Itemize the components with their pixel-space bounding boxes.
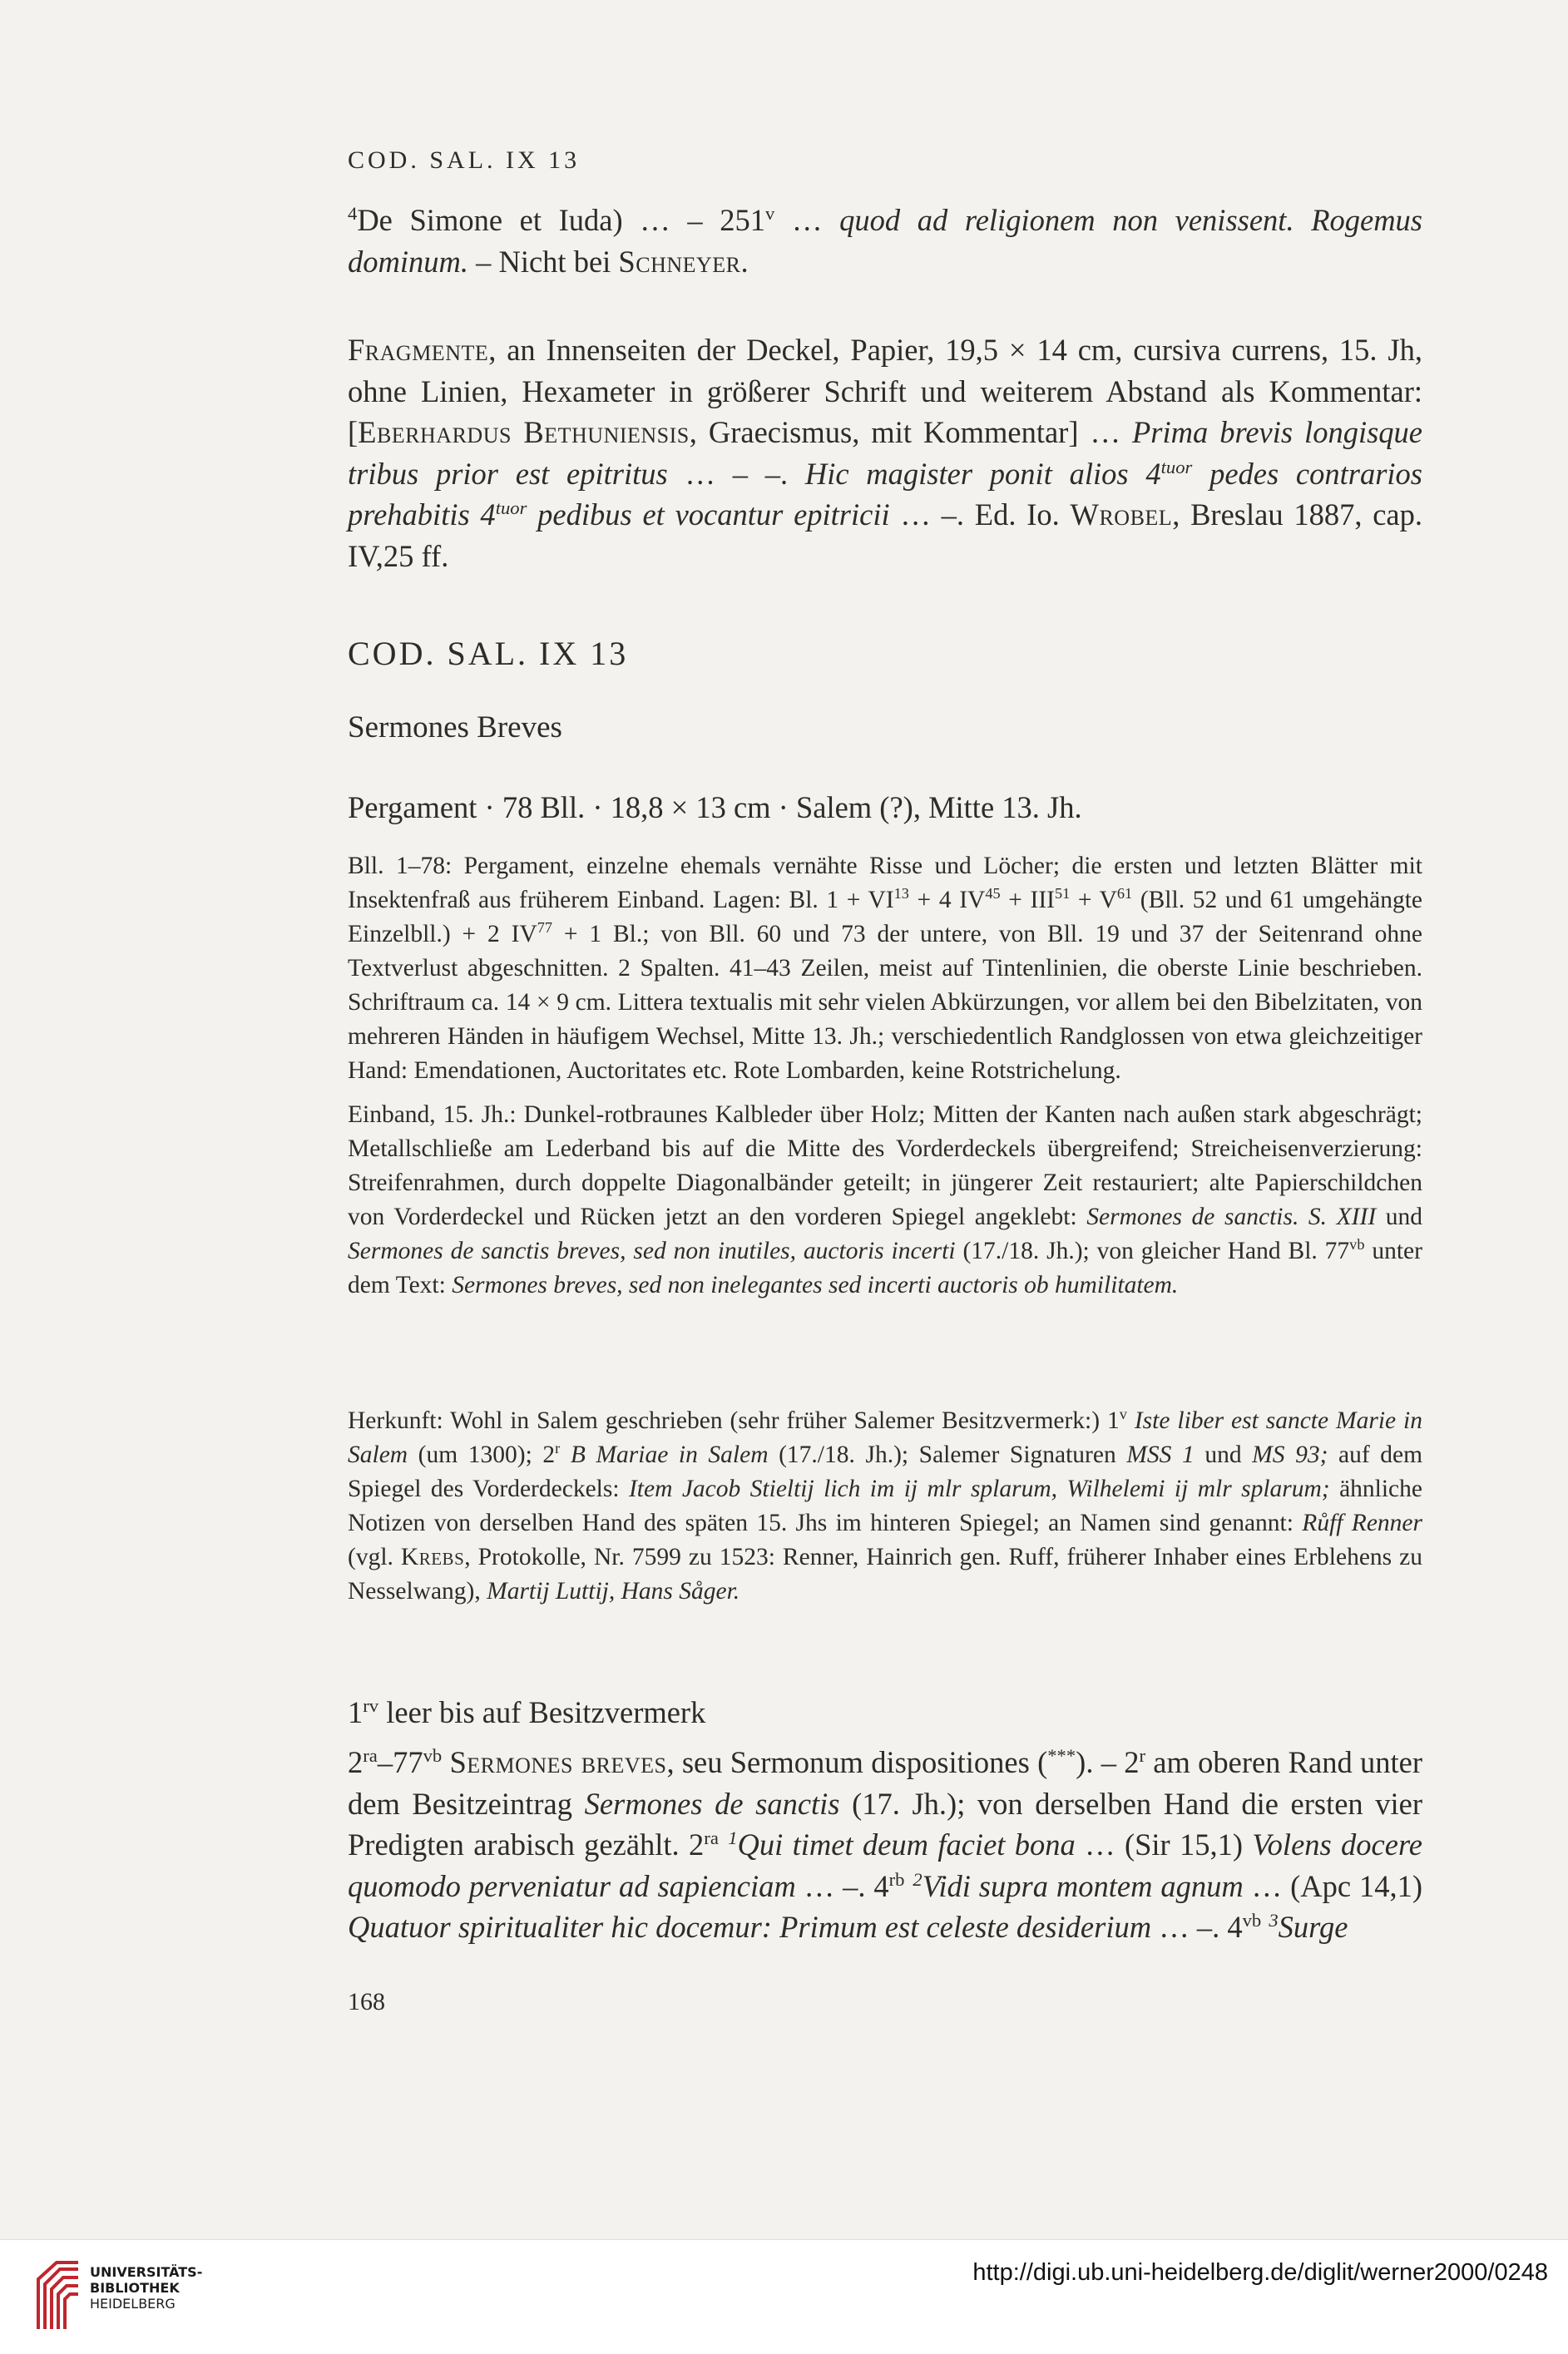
section-title: Sermones Breves [348,710,562,744]
library-logo-icon[interactable] [32,2256,83,2332]
paragraph-fragmente: Fragmente, an Innenseiten der Deckel, Papier, 19,5 × 14 cm, cursiva currens, 15. Jh, ohne Linien, Hexameter in größerer Schrift und weiterem Abstand als Kommentar: [Eberhardus Bethuniensis, Graecismus, mit Kommentar] … Prima brevis longisque tribus prior est epitritus … – –. Hic magister ponit alios $4^{tuor}$ pedes contrarios prehabitis $4^{tuor}$ pedibus et vocantur epitricii … –. Ed. Io. Wrobel, Breslau 1887, cap. IV,25 ff. [348,333,1423,573]
page-number: 168 [348,1988,385,2015]
paragraph-physical-description: Bll. 1–78: Pergament, einzelne ehemals vernähte Risse und Löcher; die ersten und letzten Blätter mit Insektenfraß aus früherem Einband. Lagen: Bl. $1 + VI^{13} + 4$ $IV^{45} + III^{51} + V^{61}$ (Bll. 52 und 61 umgehängte Einzelbll.) + 2 $IV^{77} + 1$ Bl.; von Bll. 60 und 73 der untere, von Bll. 19 und 37 der Seitenrand ohne Textverlust abgeschnitten. 2 Spalten. 41–43 Zeilen, meist auf Tintenlinien, die oberste Linie beschrieben. Schriftraum ca. 14 × 9 cm. Littera textualis mit sehr vielen Abkürzungen, vor allem bei den Bibelzitaten, von mehreren Händen in häufigem Wechsel, Mitte 13. Jh.; verschiedentlich Randglossen von etwa gleichzeitiger Hand: Emendationen, Auctoritates etc. Rote Lombarden, keine Rotstrichelung. [348,853,1422,1084]
paragraph-binding: Einband, 15. Jh.: Dunkel-rotbraunes Kalbleder über Holz; Mitten der Kanten nach außen stark abgeschrägt; Metallschließe am Lederband bis auf die Mitte des Vorderdeckels übergreifend; Streicheisenverzierung: Streifenrahmen, durch doppelte Diagonalbänder geteilt; in jüngerer Zeit restauriert; alte Papierschildchen von Vorderdeckel und Rücken jetzt an den vorderen Spiegel angeklebt: Sermones de sanctis. S. XIII und Sermones de sanctis breves, sed non inutiles, auctoris incerti (17./18. Jh.); von gleicher Hand Bl. $77^{vb}$ unter dem Text: Sermones breves, sed non inelegantes sed incerti auctoris ob humilitatem. [348,1101,1423,1298]
logo-line-2: BIBLIOTHEK [90,2280,180,2296]
paragraph-continuation: $^4$De Simone et Iuda) … – 251$^v$ … quod ad religionem non venissent. Rogemus dominum. – Nicht bei Schneyer. [348,202,1423,279]
library-logo-text [90,2264,202,2312]
section-heading-cod: COD. SAL. IX 13 [348,635,629,672]
logo-line-3: HEIDELBERG [90,2296,176,2312]
paragraph-provenance: Herkunft: Wohl in Salem geschrieben (sehr früher Salemer Besitzvermerk:) 1$^v$ Iste liber est sancte Marie in Salem (um 1300); 2$^r$ B Mariae in Salem (17./18. Jh.); Salemer Signaturen MSS 1 und MS 93; auf dem Spiegel des Vorderdeckels: Item Jacob Stieltij lich im ij mlr splarum, Wilhelemi ij mlr splarum; ähnliche Notizen von derselben Hand des späten 15. Jhs im hinteren Spiegel; an Namen sind genannt: Růff Renner (vgl. Krebs, Protokolle, Nr. 7599 zu 1523: Renner, Hainrich gen. Ruff, früherer Inhaber eines Erblehens zu Nesselwang), Martij Luttij, Hans Såger. [348,1406,1423,1605]
footer-bar [0,2239,1568,2354]
logo-line-1: UNIVERSITÄTS- [90,2264,203,2280]
running-head: COD. SAL. IX 13 [348,146,581,174]
paragraph-leer: $1^{rv}$ leer bis auf Besitzvermerk [348,1694,706,1729]
summary-line: Pergament · 78 Bll. · 18,8 × 13 cm · Salem (?), Mitte 13. Jh. [348,790,1082,824]
paragraph-sermones: $2^{ra}-77^{vb}$ Sermones breves, seu Sermonum dispositiones (***). – 2$^r$ am oberen Rand unter dem Besitzeintrag Sermones de sanctis (17. Jh.); von derselben Hand die ersten vier Predigten arabisch gezählt. $2^{ra}$ $^1$Qui timet deum faciet bona … (Sir 15,1) Volens docere quomodo perveniatur ad sapienciam … –. $4^{rb}$ $^2$Vidi supra montem agnum … (Apc 14,1) Quatuor spiritualiter hic docemur: Primum est celeste desiderium … –. $4^{vb}$ $^3$Surge [348,1744,1423,1944]
permalink-url[interactable]: http://digi.ub.uni-heidelberg.de/diglit/werner2000/0248 [972,2259,1548,2286]
